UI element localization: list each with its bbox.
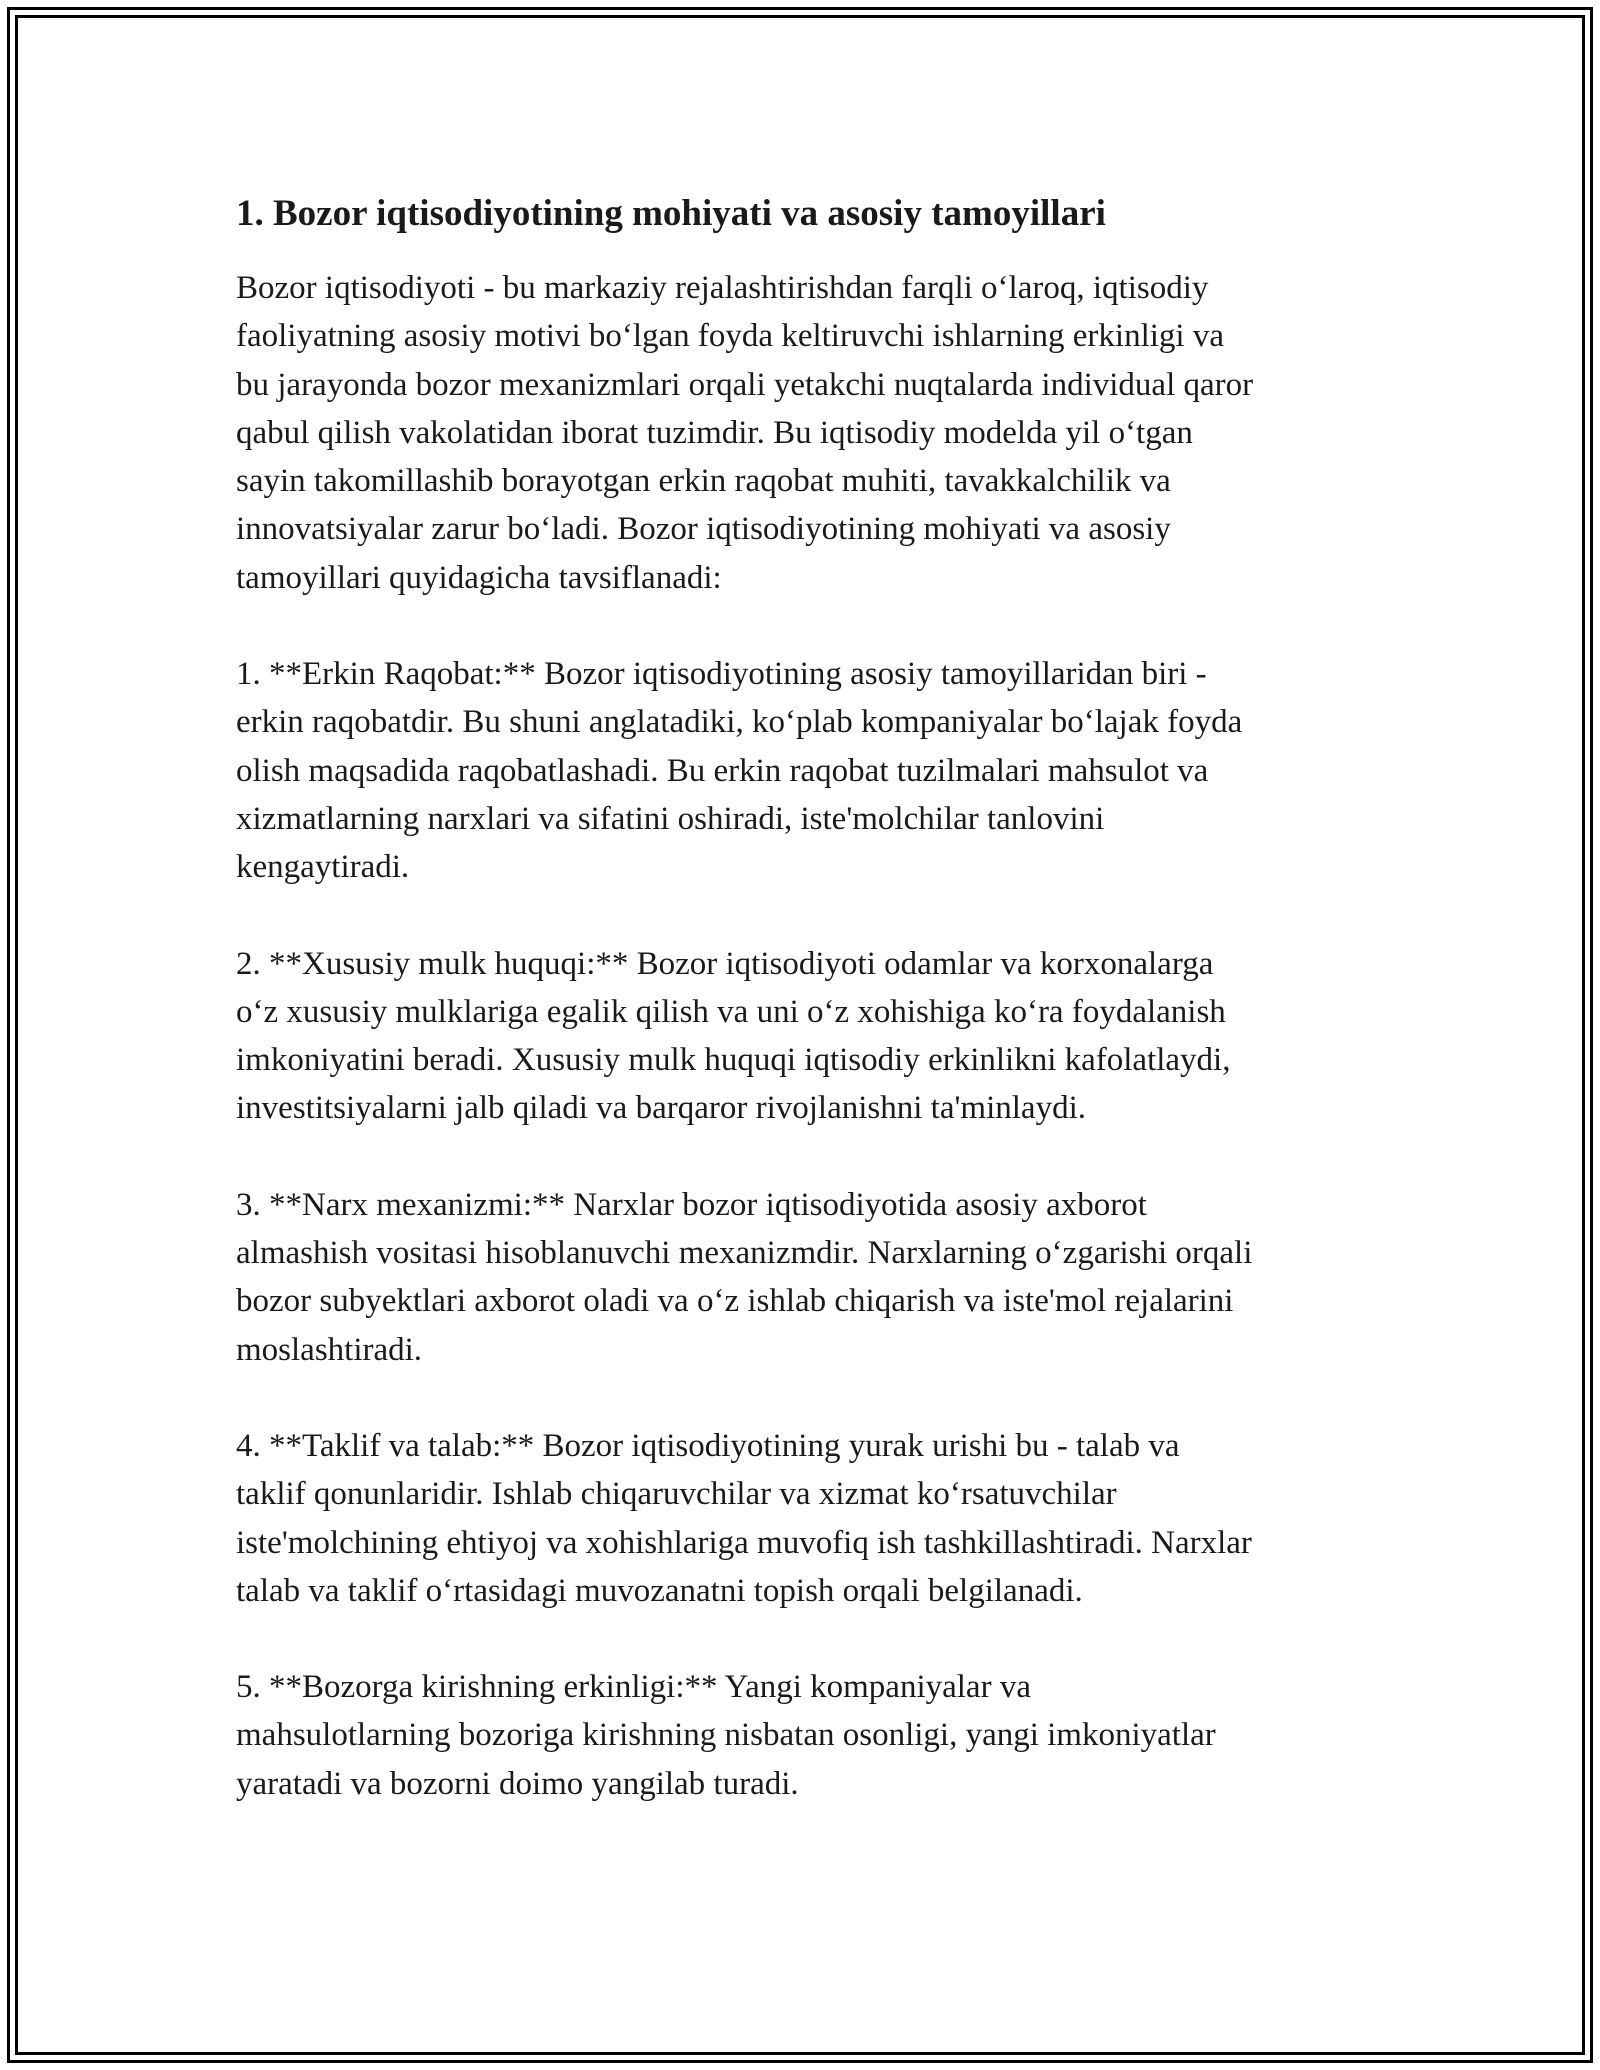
list-item-erkin-raqobat: 1. **Erkin Raqobat:** Bozor iqtisodiyotining asosiy tamoyillaridan biri - erkin raqobatdir. Bu shuni anglatadiki, ko‘plab kompaniyalar bo‘lajak foyda olish maqsadida raqobatlashadi. Bu erkin raqobat tuzilmalari mahsulot va xizmatlarning narxlari va sifatini oshiradi, iste'molchilar tanlovini kengaytiradi. <box>236 656 1243 886</box>
list-item-bozorga-kirish: 5. **Bozorga kirishning erkinligi:** Yangi kompaniyalar va mahsulotlarning bozoriga kirishning nisbatan osonligi, yangi imkoniyatlar yaratadi va bozorni doimo yangilab turadi. <box>236 1669 1216 1802</box>
section-heading: 1. Bozor iqtisodiyotining mohiyati va asosiy tamoyillari <box>236 193 1106 234</box>
list-item-narx-mexanizmi: 3. **Narx mexanizmi:** Narxlar bozor iqtisodiyotida asosiy axborot almashish vositasi hisoblanuvchi mexanizmdir. Narxlarning o‘zgarishi orqali bozor subyektlari axborot oladi va o‘z ishlab chiqarish va iste'mol rejalarini moslashtiradi. <box>236 1186 1253 1368</box>
list-item-xususiy-mulk: 2. **Xususiy mulk huquqi:** Bozor iqtisodiyoti odamlar va korxonalarga o‘z xususiy mulklariga egalik qilish va uni o‘z xohishiga ko‘ra foydalanish imkoniyatini beradi. Xususiy mulk huquqi iqtisodiy erkinlikni kafolatlaydi, investitsiyalarni jalb qiladi va barqaror rivojlanishni ta'minlaydi. <box>236 945 1231 1127</box>
document-body <box>236 186 1386 1808</box>
intro-paragraph: Bozor iqtisodiyoti - bu markaziy rejalashtirishdan farqli o‘laroq, iqtisodiy faoliyatning asosiy motivi bo‘lgan foyda keltiruvchi ishlarning erkinligi va bu jarayonda bozor mexanizmlari orqali yetakchi nuqtalarda individual qaror qabul qilish vakolatidan iborat tuzimdir. Bu iqtisodiy modelda yil o‘tgan sayin takomillashib borayotgan erkin raqobat muhiti, tavakkalchilik va innovatsiyalar zarur bo‘ladi. Bozor iqtisodiyotining mohiyati va asosiy tamoyillari quyidagicha tavsiflanadi: <box>236 270 1254 596</box>
list-item-taklif-va-talab: 4. **Taklif va talab:** Bozor iqtisodiyotining yurak urishi bu - talab va taklif qonunlaridir. Ishlab chiqaruvchilar va xizmat ko‘rsatuvchilar iste'molchining ehtiyoj va xohishlariga muvofiq ish tashkillashtiradi. Narxlar talab va taklif o‘rtasidagi muvozanatni topish orqali belgilanadi. <box>236 1427 1252 1609</box>
